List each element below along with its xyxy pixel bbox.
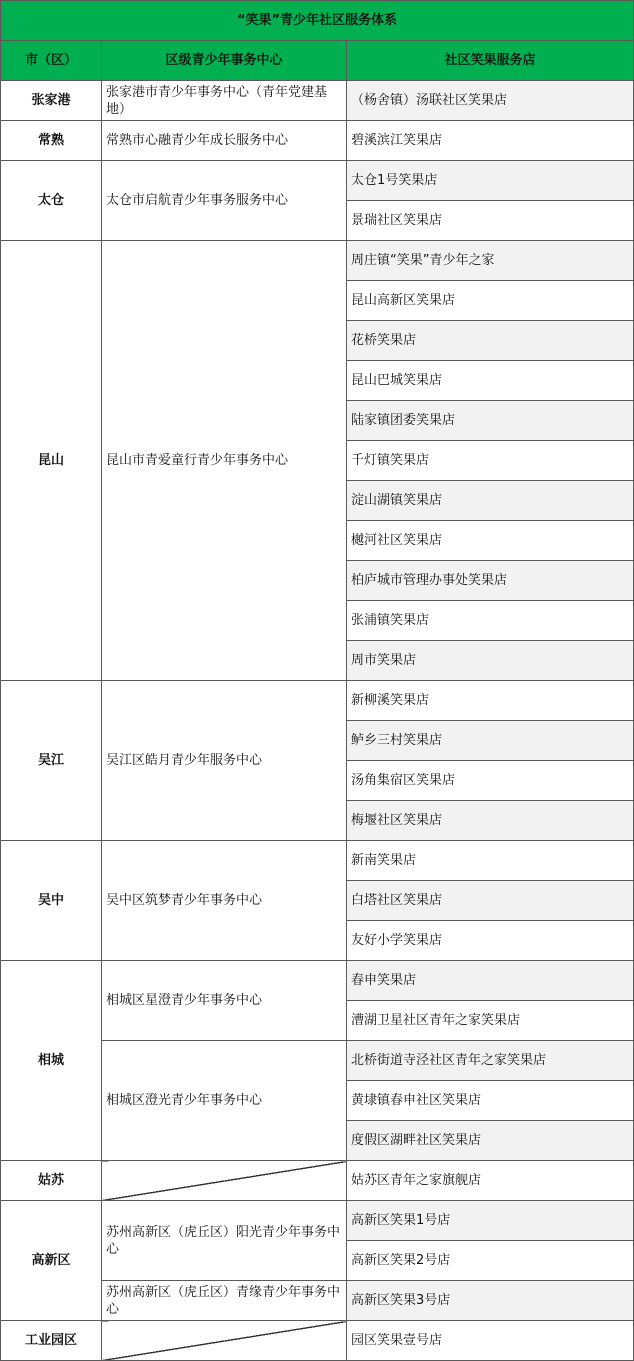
center-cell[interactable]: 相城区星澄青少年事务中心 — [102, 961, 347, 1041]
store-cell[interactable]: 度假区湖畔社区笑果店 — [347, 1121, 634, 1161]
store-cell[interactable]: 千灯镇笑果店 — [347, 441, 634, 481]
store-cell[interactable]: 碧溪滨江笑果店 — [347, 121, 634, 161]
store-cell[interactable]: 景瑞社区笑果店 — [347, 201, 634, 241]
store-cell[interactable]: 张浦镇笑果店 — [347, 601, 634, 641]
table-row — [1, 121, 634, 161]
store-cell[interactable]: 高新区笑果2号店 — [347, 1241, 634, 1281]
center-cell[interactable]: 太仓市启航青少年事务服务中心 — [102, 161, 347, 241]
store-cell[interactable]: 园区笑果壹号店 — [347, 1321, 634, 1361]
center-cell[interactable]: 昆山市青爱童行青少年事务中心 — [102, 241, 347, 681]
store-cell[interactable]: 高新区笑果1号店 — [347, 1201, 634, 1241]
center-cell[interactable]: 苏州高新区（虎丘区）阳光青少年事务中心 — [102, 1201, 347, 1281]
store-cell[interactable]: 周市笑果店 — [347, 641, 634, 681]
city-cell[interactable]: 吴中 — [1, 841, 102, 961]
table-row — [1, 1321, 634, 1361]
table-row — [1, 161, 634, 201]
center-cell[interactable]: 相城区澄光青少年事务中心 — [102, 1041, 347, 1161]
city-cell[interactable]: 姑苏 — [1, 1161, 102, 1201]
store-cell[interactable]: 周庄镇“笑果”青少年之家 — [347, 241, 634, 281]
city-cell[interactable]: 张家港 — [1, 81, 102, 121]
city-cell[interactable]: 工业园区 — [1, 1321, 102, 1361]
store-cell[interactable]: 北桥街道寺泾社区青年之家笑果店 — [347, 1041, 634, 1081]
center-cell[interactable]: 吴江区皓月青少年服务中心 — [102, 681, 347, 841]
city-cell[interactable]: 常熟 — [1, 121, 102, 161]
store-cell[interactable]: 昆山巴城笑果店 — [347, 361, 634, 401]
table-row — [1, 841, 634, 881]
store-cell[interactable]: 春申笑果店 — [347, 961, 634, 1001]
table-row — [1, 1201, 634, 1241]
header-row — [1, 41, 634, 81]
store-cell[interactable]: 樾河社区笑果店 — [347, 521, 634, 561]
city-cell[interactable]: 昆山 — [1, 241, 102, 681]
empty-center-cell[interactable] — [102, 1321, 347, 1361]
store-cell[interactable]: 白塔社区笑果店 — [347, 881, 634, 921]
center-cell[interactable]: 张家港市青少年事务中心（青年党建基地） — [102, 81, 347, 121]
store-cell[interactable]: 柏庐城市管理办事处笑果店 — [347, 561, 634, 601]
store-cell[interactable]: 淀山湖镇笑果店 — [347, 481, 634, 521]
header-store[interactable]: 社区笑果服务店 — [347, 41, 634, 81]
empty-center-cell[interactable] — [102, 1161, 347, 1201]
store-cell[interactable]: 太仓1号笑果店 — [347, 161, 634, 201]
store-cell[interactable]: 汤角集宿区笑果店 — [347, 761, 634, 801]
store-cell[interactable]: 漕湖卫星社区青年之家笑果店 — [347, 1001, 634, 1041]
store-cell[interactable]: 黄埭镇春申社区笑果店 — [347, 1081, 634, 1121]
center-cell[interactable]: 苏州高新区（虎丘区）青缘青少年事务中心 — [102, 1281, 347, 1321]
store-cell[interactable]: （杨舍镇）汤联社区笑果店 — [347, 81, 634, 121]
store-cell[interactable]: 花桥笑果店 — [347, 321, 634, 361]
store-cell[interactable]: 高新区笑果3号店 — [347, 1281, 634, 1321]
store-cell[interactable]: 姑苏区青年之家旗舰店 — [347, 1161, 634, 1201]
center-cell[interactable]: 吴中区筑梦青少年事务中心 — [102, 841, 347, 961]
table-row — [1, 1161, 634, 1201]
store-cell[interactable]: 新南笑果店 — [347, 841, 634, 881]
store-cell[interactable]: 友好小学笑果店 — [347, 921, 634, 961]
header-city[interactable]: 市（区） — [1, 41, 102, 81]
table-row — [1, 681, 634, 721]
store-cell[interactable]: 陆家镇团委笑果店 — [347, 401, 634, 441]
store-cell[interactable]: 鲈乡三村笑果店 — [347, 721, 634, 761]
table-row — [1, 81, 634, 121]
table-row — [1, 241, 634, 281]
title-row — [1, 1, 634, 41]
city-cell[interactable]: 太仓 — [1, 161, 102, 241]
center-cell[interactable]: 常熟市心融青少年成长服务中心 — [102, 121, 347, 161]
header-center[interactable]: 区级青少年事务中心 — [102, 41, 347, 81]
table-title[interactable]: “笑果”青少年社区服务体系 — [1, 1, 634, 41]
table-row — [1, 961, 634, 1001]
city-cell[interactable]: 高新区 — [1, 1201, 102, 1321]
city-cell[interactable]: 吴江 — [1, 681, 102, 841]
store-cell[interactable]: 昆山高新区笑果店 — [347, 281, 634, 321]
store-cell[interactable]: 梅堰社区笑果店 — [347, 801, 634, 841]
store-cell[interactable]: 新柳溪笑果店 — [347, 681, 634, 721]
city-cell[interactable]: 相城 — [1, 961, 102, 1161]
